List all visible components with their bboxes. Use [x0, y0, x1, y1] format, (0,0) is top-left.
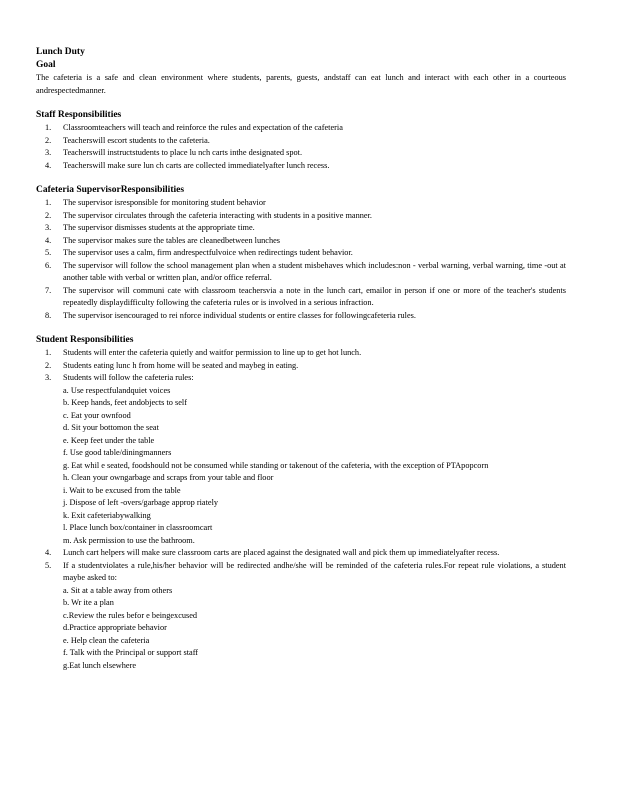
- list-item: e. Keep feet under the table: [63, 435, 155, 445]
- list-item: f. Talk with the Principal or support staff: [63, 648, 199, 657]
- list-item: 7. The supervisor will communi cate with classroom teachersvia a note in the lunch cart, emailor in person if one or more of the teacher's students repeatedly displaydifficulty following the cafeteria rules or is involved in a serious infraction.: [45, 285, 566, 307]
- list-item: 6. The supervisor will follow the school management plan when a student misbehaves which includes:non - verbal warning, verbal warning, time -out at another table with verbal or written plan, and/or office referral.: [45, 260, 566, 282]
- list-item: h. Clean your owngarbage and scraps from your table and floor: [63, 473, 274, 482]
- list-item: 2. Teacherswill escort students to the cafeteria.: [45, 135, 210, 145]
- list-item: c. Eat your ownfood: [63, 410, 131, 420]
- list-item: l. Place lunch box/container in classroomcart: [63, 523, 213, 532]
- list-item: k. Exit cafeteriabywalking: [63, 510, 151, 520]
- goal-text: The cafeteria is a safe and clean environment where students, parents, guests, andstaff can eat lunch and interact with each other in a courteous andrespectedmanner.: [36, 73, 566, 95]
- list-item: g.Eat lunch elsewhere: [63, 660, 137, 670]
- list-item: i. Wait to be excused from the table: [63, 485, 181, 495]
- list-item: 1. Classroomteachers will teach and reinforce the rules and expectation of the cafeteria: [45, 123, 343, 132]
- page-title: Lunch Duty: [36, 47, 85, 57]
- list-item: d.Practice appropriate behavior: [63, 623, 167, 632]
- document-page: [36, 46, 566, 672]
- list-item: 4. Lunch cart helpers will make sure classroom carts are placed against the designated wall and pick them up immediatelyafter recess.: [45, 548, 500, 557]
- list-item: d. Sit your bottomon the seat: [63, 423, 159, 432]
- list-item: f. Use good table/diningmanners: [63, 448, 172, 457]
- cafeteria-list: [36, 197, 566, 322]
- list-item: 8. The supervisor isencouraged to rei nforce individual students or entire classes for followingcafeteria rules.: [45, 310, 416, 320]
- goal-heading: Goal: [36, 60, 56, 70]
- list-item: c.Review the rules befor e beingexcused: [63, 610, 198, 620]
- list-item: b. Keep hands, feet andobjects to self: [63, 398, 187, 407]
- list-item: e. Help clean the cafeteria: [63, 635, 150, 645]
- student-list: [36, 347, 566, 385]
- list-item: 2. The supervisor circulates through the cafeteria interacting with students in a positive manner.: [45, 210, 372, 220]
- consequences-list: [36, 585, 566, 673]
- list-item: 3. The supervisor dismisses students at the appropriate time.: [45, 223, 255, 232]
- staff-heading: Staff Responsibilities: [36, 110, 122, 120]
- student-heading: Student Responsibilities: [36, 335, 134, 345]
- list-item: 5. If a studentviolates a rule,his/her behavior will be redirected andhe/she will be reminded of the cafeteria rules.For repeat rule violations, a student maybe asked to:: [45, 560, 566, 582]
- list-item: 5. The supervisor uses a calm, firm andrespectfulvoice when redirectings tudent behavior.: [45, 248, 353, 257]
- staff-list: [36, 122, 566, 172]
- list-item: 3. Students will follow the cafeteria rules:: [45, 373, 194, 382]
- list-item: 1. The supervisor isresponsible for monitoring student behavior: [45, 198, 266, 207]
- cafeteria-heading: Cafeteria SupervisorResponsibilities: [36, 185, 185, 195]
- list-item: 4. Teacherswill make sure lun ch carts are collected immediatelyafter lunch recess.: [45, 160, 330, 170]
- list-item: j. Dispose of left -overs/garbage approp riately: [63, 498, 219, 507]
- list-item: m. Ask permission to use the bathroom.: [63, 535, 195, 545]
- list-item: 1. Students will enter the cafeteria quietly and waitfor permission to line up to get hot lunch.: [45, 348, 362, 357]
- list-item: a. Use respectfulandquiet voices: [63, 385, 171, 395]
- list-item: a. Sit at a table away from others: [63, 585, 173, 595]
- list-item: g. Eat whil e seated, foodshould not be consumed while standing or takenout of the cafeteria, with the exception of PTApopcorn: [63, 460, 489, 470]
- list-item: 3. Teacherswill instructstudents to place lu nch carts inthe designated spot.: [45, 148, 303, 157]
- list-item: 4. The supervisor makes sure the tables are cleanedbetween lunches: [45, 235, 281, 245]
- list-item: 2. Students eating lunc h from home will be seated and maybeg in eating.: [45, 360, 299, 370]
- cafeteria-rules-list: [36, 385, 566, 548]
- student-list-continued: [36, 547, 566, 585]
- list-item: b. Wr ite a plan: [63, 598, 114, 607]
